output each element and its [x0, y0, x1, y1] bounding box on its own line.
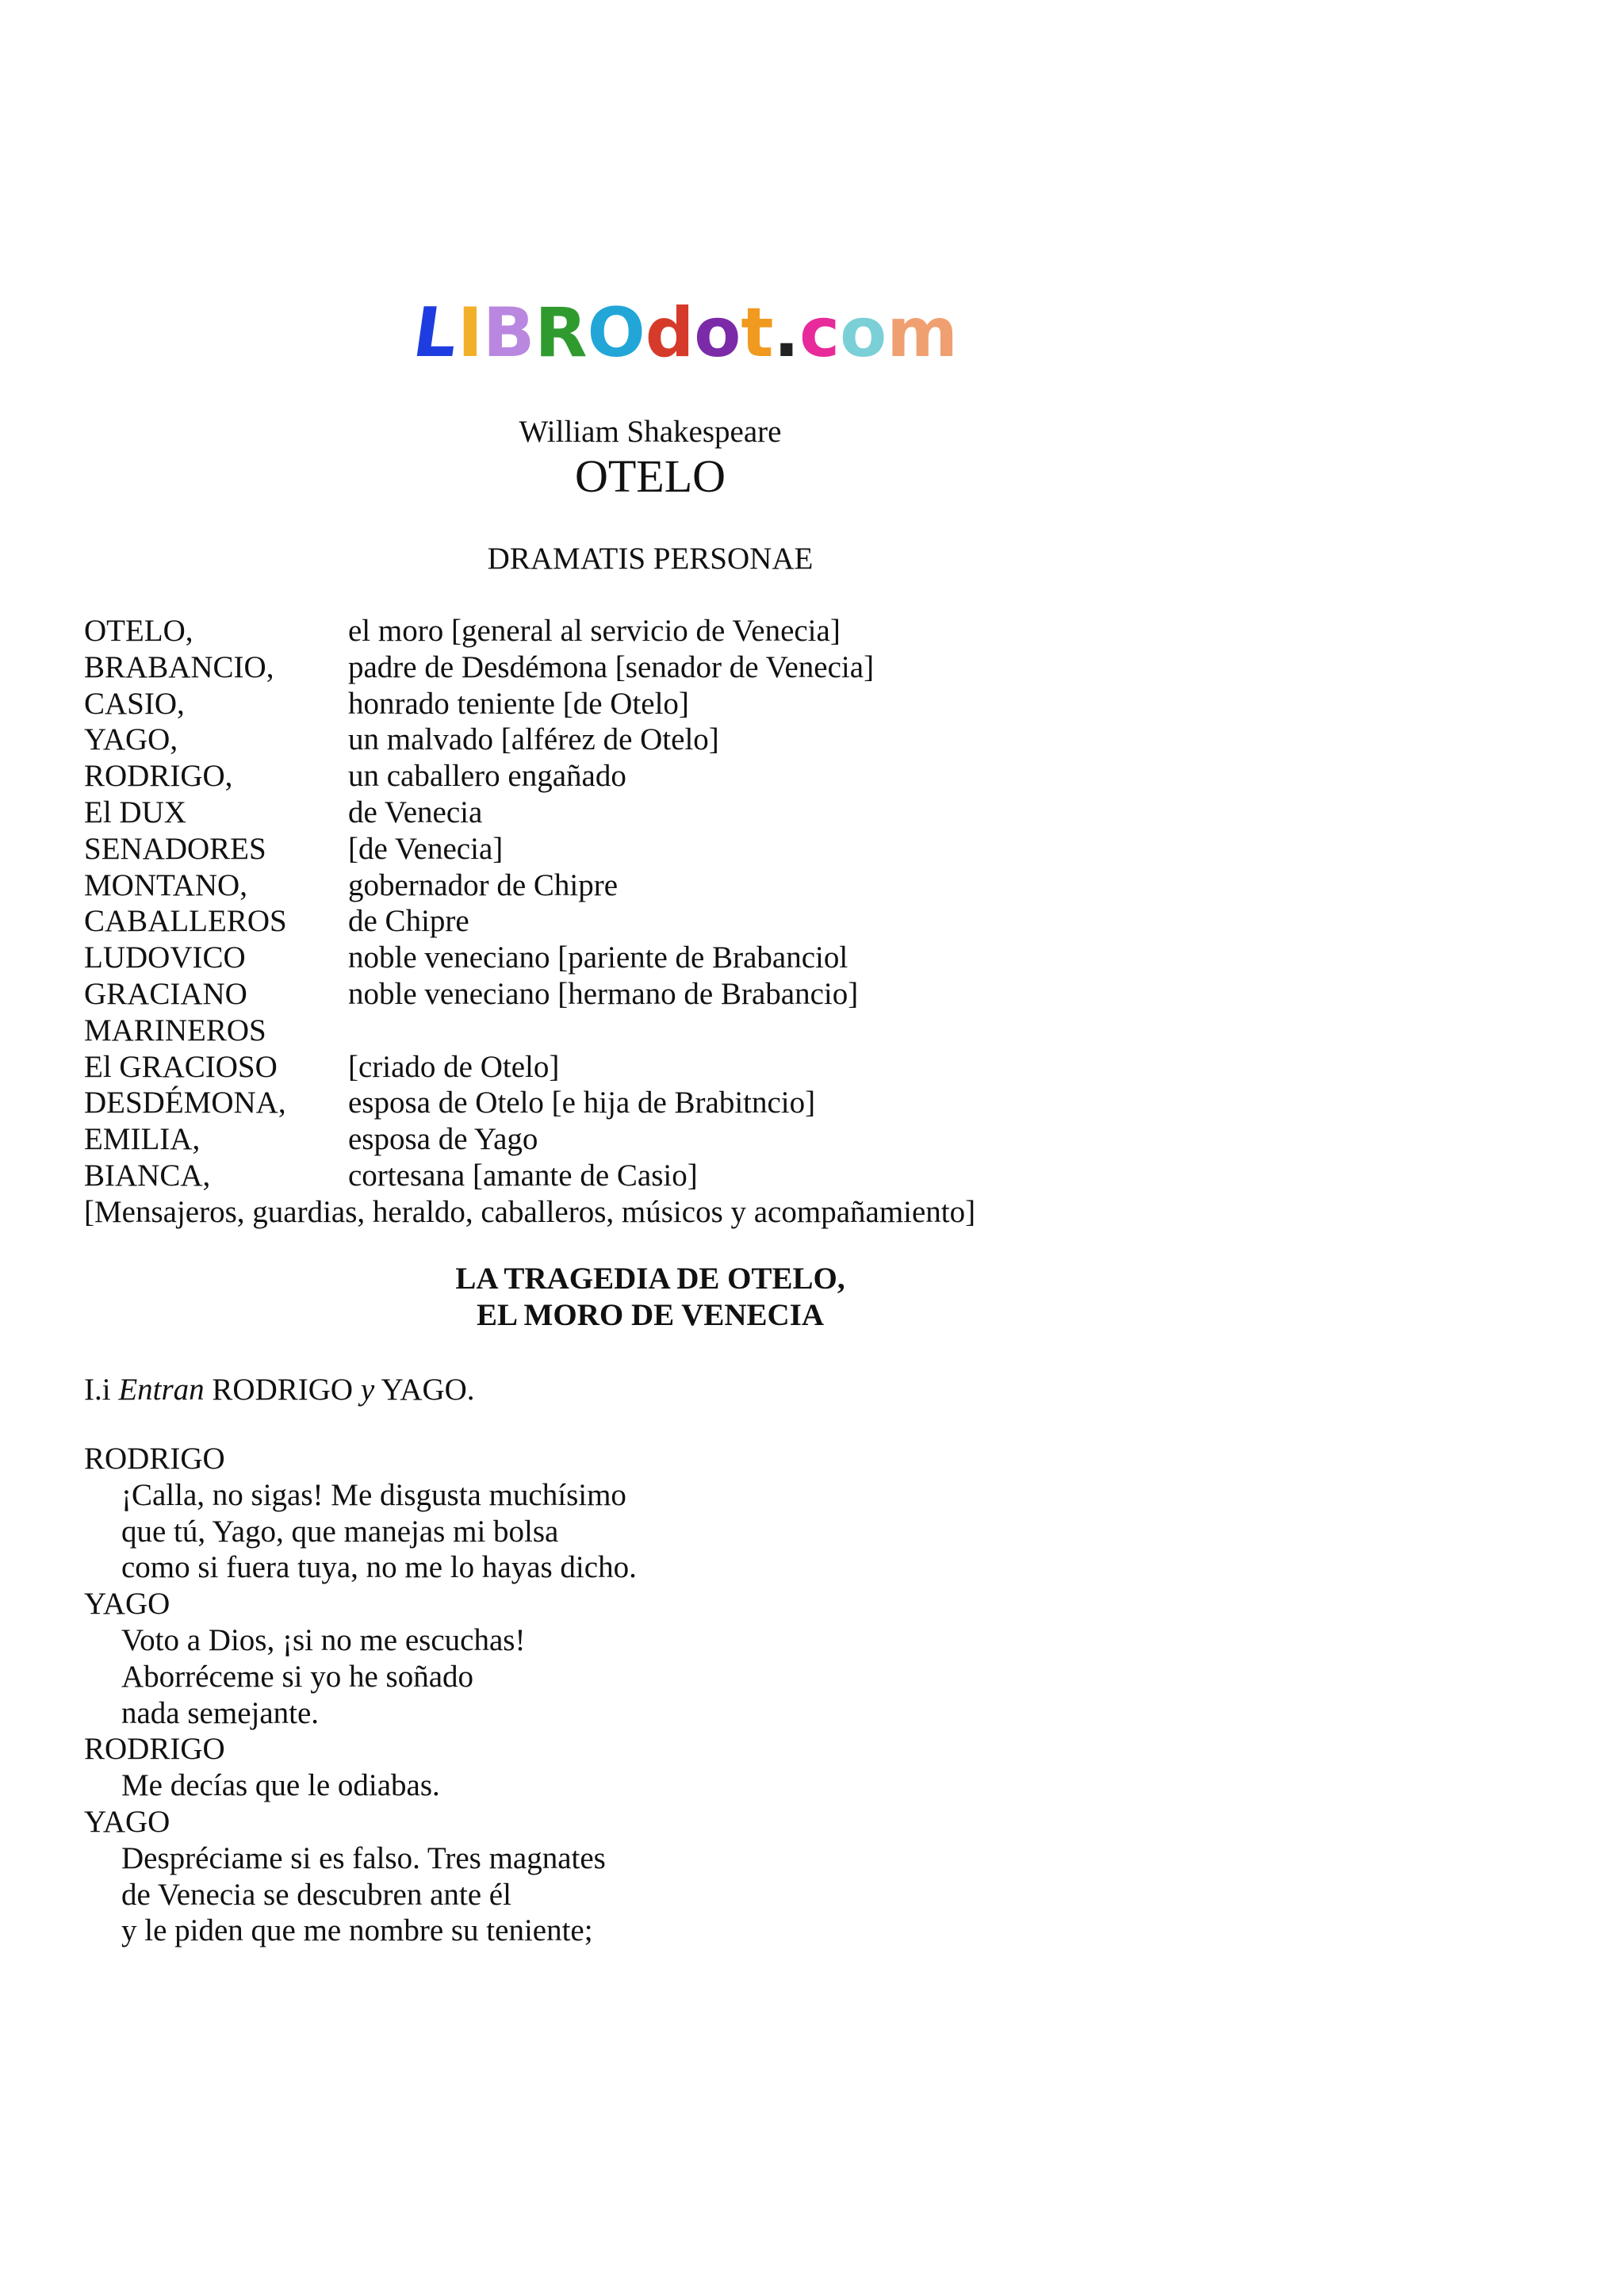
- cast-name: SENADORES: [84, 831, 266, 866]
- cast-name: DESDÉMONA,: [84, 1086, 286, 1120]
- cast-description: un malvado [alférez de Otelo]: [348, 722, 719, 757]
- speech-line: Aborréceme si yo he soñado: [121, 1659, 474, 1694]
- speech-line: que tú, Yago, que manejas mi bolsa: [121, 1514, 559, 1549]
- cast-row: [84, 649, 1115, 686]
- speaker-name: RODRIGO: [84, 1442, 225, 1476]
- cast-description: cortesana [amante de Casio]: [348, 1158, 698, 1193]
- speech-line: ¡Calla, no sigas! Me disgusta muchísimo: [121, 1477, 626, 1512]
- cast-description: esposa de Yago: [348, 1122, 538, 1157]
- cast-row: [84, 1013, 1115, 1049]
- librodot-logo: [408, 293, 958, 373]
- cast-row: [84, 940, 1115, 976]
- cast-description: noble veneciano [pariente de Brabanciol: [348, 940, 848, 975]
- cast-row: [84, 976, 1115, 1013]
- logo-letter: t: [741, 293, 774, 373]
- tragedy-heading-line: LA TRAGEDIA DE OTELO,: [455, 1262, 845, 1296]
- cast-name: CASIO,: [84, 686, 185, 721]
- speech-block: [84, 1441, 1194, 1586]
- cast-name: RODRIGO,: [84, 759, 233, 794]
- stage-direction-y: y: [360, 1373, 375, 1407]
- cast-row: [84, 1049, 1115, 1086]
- cast-name: BIANCA,: [84, 1158, 211, 1193]
- cast-description: noble veneciano [hermano de Brabancio]: [348, 976, 859, 1011]
- cast-name: EMILIA,: [84, 1122, 201, 1157]
- cast-row: [84, 795, 1115, 831]
- cast-description: esposa de Otelo [e hija de Brabitncio]: [348, 1086, 816, 1120]
- logo-letter: R: [534, 293, 588, 373]
- cast-row: [84, 722, 1115, 758]
- speech-line: Me decías que le odiabas.: [121, 1768, 440, 1803]
- logo-letter: o: [694, 293, 741, 373]
- speech-line: y le piden que me nombre su teniente;: [121, 1913, 593, 1948]
- speech-line: nada semejante.: [121, 1695, 320, 1730]
- author-name: William Shakespeare: [519, 415, 782, 449]
- speaker-name: YAGO: [84, 1587, 170, 1622]
- speech-line: Despréciame si es falso. Tres magnates: [121, 1840, 606, 1875]
- cast-row: [84, 867, 1115, 904]
- cast-description: honrado teniente [de Otelo]: [348, 686, 689, 721]
- logo-letter: .: [773, 293, 800, 373]
- speech-line: como si fuera tuya, no me lo hayas dicho.: [121, 1550, 637, 1585]
- cast-list: [84, 613, 1115, 1231]
- cast-name: GRACIANO: [84, 976, 247, 1011]
- cast-row: [84, 1085, 1115, 1121]
- scene-character: YAGO.: [381, 1373, 475, 1407]
- speech-block: [84, 1804, 1194, 1949]
- cast-description: de Venecia: [348, 795, 483, 829]
- cast-description: el moro [general al servicio de Venecia]: [348, 614, 841, 648]
- cast-name: OTELO,: [84, 614, 193, 648]
- speech-block: [84, 1586, 1194, 1731]
- dramatis-personae-heading: DRAMATIS PERSONAE: [487, 542, 814, 576]
- cast-extras-note: [Mensajeros, guardias, heraldo, caballeros, músicos y acompañamiento]: [84, 1194, 976, 1229]
- cast-description: un caballero engañado: [348, 759, 626, 794]
- cast-name: YAGO,: [84, 722, 178, 757]
- cast-row: [84, 613, 1115, 649]
- play-title: OTELO: [574, 450, 726, 502]
- cast-description: padre de Desdémona [senador de Venecia]: [348, 649, 875, 684]
- cast-description: de Chipre: [348, 904, 469, 939]
- cast-name: El DUX: [84, 795, 186, 829]
- logo-letter: I: [457, 293, 483, 373]
- speaker-name: YAGO: [84, 1804, 170, 1839]
- speech-block: [84, 1731, 1194, 1804]
- speech-line: de Venecia se descubren ante él: [121, 1877, 511, 1912]
- cast-description: gobernador de Chipre: [348, 867, 619, 902]
- logo-letter: c: [799, 293, 841, 373]
- cast-row: [84, 1158, 1115, 1194]
- dialogue: [84, 1441, 1194, 1949]
- tragedy-heading: [0, 1261, 1300, 1334]
- scene-character: RODRIGO: [212, 1373, 354, 1407]
- stage-direction-entran: Entran: [118, 1373, 205, 1407]
- cast-description: [de Venecia]: [348, 831, 504, 866]
- cast-name: MONTANO,: [84, 867, 247, 902]
- logo-letter: O: [587, 293, 645, 373]
- cast-name: CABALLEROS: [84, 904, 287, 939]
- cast-row: [84, 758, 1115, 795]
- cast-row: [84, 686, 1115, 722]
- cast-name: MARINEROS: [84, 1013, 266, 1047]
- logo-letter: B: [482, 293, 535, 373]
- cast-row: [84, 831, 1115, 867]
- logo-letter: L: [408, 293, 463, 373]
- logo-letter: m: [887, 293, 958, 373]
- cast-row: [84, 1121, 1115, 1158]
- speech-line: Voto a Dios, ¡si no me escuchas!: [121, 1622, 526, 1657]
- scene-heading: [84, 1372, 475, 1408]
- scene-number: I.i: [84, 1373, 111, 1407]
- cast-name: BRABANCIO,: [84, 649, 274, 684]
- tragedy-heading-line: EL MORO DE VENECIA: [476, 1298, 825, 1332]
- logo-letter: d: [645, 293, 695, 373]
- speaker-name: RODRIGO: [84, 1732, 225, 1767]
- cast-description: [criado de Otelo]: [348, 1049, 560, 1084]
- cast-name: El GRACIOSO: [84, 1049, 278, 1084]
- cast-name: LUDOVICO: [84, 940, 246, 975]
- cast-row: [84, 903, 1115, 940]
- logo-letter: o: [840, 293, 887, 373]
